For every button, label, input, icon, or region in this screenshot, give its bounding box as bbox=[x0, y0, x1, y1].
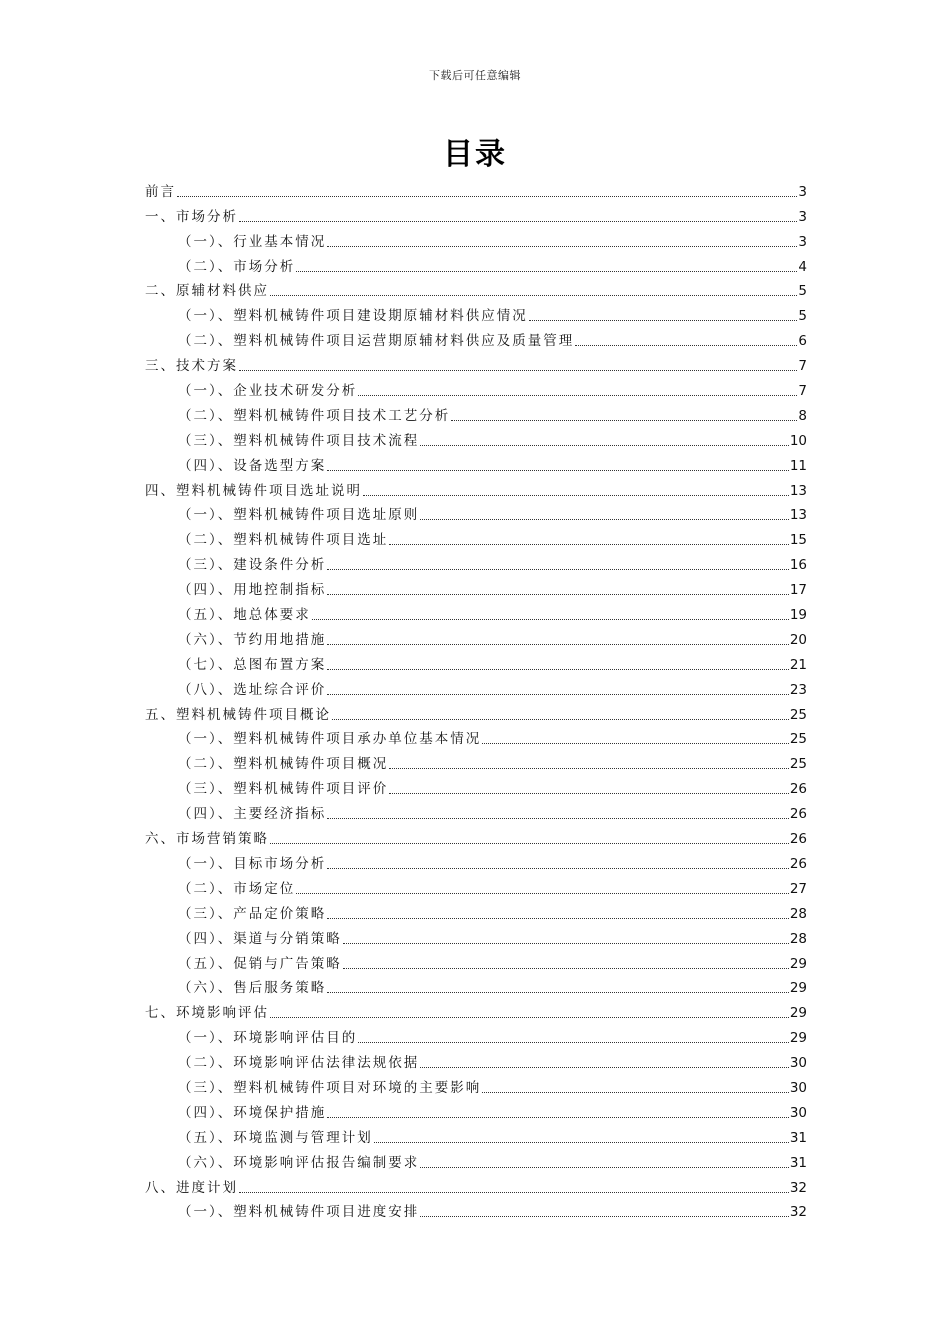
toc-entry-page: 26 bbox=[789, 831, 807, 848]
dot-leader bbox=[327, 668, 789, 670]
toc-entry[interactable] bbox=[145, 276, 807, 301]
dot-leader bbox=[374, 1141, 789, 1143]
toc-entry-page: 26 bbox=[789, 806, 807, 823]
toc-entry-page: 25 bbox=[789, 756, 807, 773]
dot-leader bbox=[239, 1191, 789, 1193]
toc-entry[interactable] bbox=[145, 226, 807, 251]
toc-entry[interactable] bbox=[145, 1047, 807, 1072]
dot-leader bbox=[575, 344, 797, 346]
toc-entry-label: （三）、建设条件分析 bbox=[178, 557, 327, 574]
toc-entry-page: 29 bbox=[789, 955, 807, 972]
toc-entry[interactable] bbox=[145, 898, 807, 923]
dot-leader bbox=[389, 767, 789, 769]
table-of-contents bbox=[145, 176, 807, 1221]
dot-leader bbox=[482, 1091, 789, 1093]
toc-entry-label: （二）、塑料机械铸件项目选址 bbox=[178, 532, 389, 549]
toc-entry[interactable] bbox=[145, 375, 807, 400]
toc-entry[interactable] bbox=[145, 748, 807, 773]
toc-entry[interactable] bbox=[145, 1147, 807, 1172]
dot-leader bbox=[420, 444, 789, 446]
toc-entry-label: （一）、行业基本情况 bbox=[178, 233, 327, 250]
dot-leader bbox=[358, 394, 797, 396]
toc-entry-label: （三）、塑料机械铸件项目评价 bbox=[178, 781, 389, 798]
toc-entry-page: 13 bbox=[789, 482, 807, 499]
toc-entry[interactable] bbox=[145, 848, 807, 873]
toc-entry-page: 30 bbox=[789, 1055, 807, 1072]
toc-entry-label: （五）、地总体要求 bbox=[178, 607, 311, 624]
toc-entry[interactable] bbox=[145, 724, 807, 749]
toc-entry-page: 3 bbox=[798, 183, 807, 200]
dot-leader bbox=[327, 568, 789, 570]
dot-leader bbox=[327, 469, 789, 471]
toc-entry[interactable] bbox=[145, 350, 807, 375]
toc-entry-label: （四）、用地控制指标 bbox=[178, 582, 327, 599]
toc-entry-label: （一）、环境影响评估目的 bbox=[178, 1030, 358, 1047]
toc-entry[interactable] bbox=[145, 798, 807, 823]
toc-entry-page: 31 bbox=[789, 1154, 807, 1171]
header-note: 下载后可任意编辑 bbox=[429, 69, 521, 82]
toc-entry[interactable] bbox=[145, 649, 807, 674]
toc-entry[interactable] bbox=[145, 251, 807, 276]
toc-entry-label: 七、环境影响评估 bbox=[145, 1005, 269, 1022]
toc-entry[interactable] bbox=[145, 549, 807, 574]
toc-entry-label: （三）、产品定价策略 bbox=[178, 905, 327, 922]
dot-leader bbox=[332, 718, 789, 720]
dot-leader bbox=[420, 1166, 789, 1168]
toc-entry-label: 前言 bbox=[145, 183, 176, 200]
toc-entry-page: 25 bbox=[789, 706, 807, 723]
toc-entry-label: （二）、塑料机械铸件项目概况 bbox=[178, 756, 389, 773]
toc-entry-label: （六）、售后服务策略 bbox=[178, 980, 327, 997]
dot-leader bbox=[389, 792, 789, 794]
toc-entry[interactable] bbox=[145, 574, 807, 599]
toc-entry-label: 六、市场营销策略 bbox=[145, 831, 269, 848]
toc-entry[interactable] bbox=[145, 1122, 807, 1147]
toc-entry-label: （六）、环境影响评估报告编制要求 bbox=[178, 1154, 420, 1171]
toc-entry[interactable] bbox=[145, 524, 807, 549]
toc-entry[interactable] bbox=[145, 823, 807, 848]
toc-entry-page: 7 bbox=[798, 383, 807, 400]
toc-entry-label: （五）、促销与广告策略 bbox=[178, 955, 342, 972]
toc-entry-page: 26 bbox=[789, 855, 807, 872]
dot-leader bbox=[343, 967, 789, 969]
toc-entry-page: 4 bbox=[798, 258, 807, 275]
dot-leader bbox=[270, 842, 789, 844]
dot-leader bbox=[327, 693, 789, 695]
toc-entry-label: （三）、塑料机械铸件项目技术流程 bbox=[178, 432, 420, 449]
dot-leader bbox=[239, 220, 797, 222]
dot-leader bbox=[327, 817, 789, 819]
toc-entry-label: 五、塑料机械铸件项目概论 bbox=[145, 706, 331, 723]
toc-entry[interactable] bbox=[145, 176, 807, 201]
toc-entry-page: 26 bbox=[789, 781, 807, 798]
toc-entry-page: 6 bbox=[798, 333, 807, 350]
toc-entry-label: （二）、市场定位 bbox=[178, 880, 296, 897]
toc-entry[interactable] bbox=[145, 699, 807, 724]
toc-entry[interactable] bbox=[145, 923, 807, 948]
toc-entry-label: （二）、环境影响评估法律法规依据 bbox=[178, 1055, 420, 1072]
toc-entry-page: 28 bbox=[789, 930, 807, 947]
toc-title: 目录 bbox=[443, 137, 507, 172]
toc-entry-page: 29 bbox=[789, 1005, 807, 1022]
dot-leader bbox=[327, 643, 789, 645]
toc-entry-label: （一）、塑料机械铸件项目进度安排 bbox=[178, 1204, 420, 1221]
toc-entry-label: 八、进度计划 bbox=[145, 1179, 238, 1196]
toc-entry-label: 四、塑料机械铸件项目选址说明 bbox=[145, 482, 362, 499]
toc-entry-label: （二）、塑料机械铸件项目运营期原辅材料供应及质量管理 bbox=[178, 333, 575, 350]
toc-entry-page: 5 bbox=[798, 283, 807, 300]
dot-leader bbox=[420, 518, 789, 520]
dot-leader bbox=[420, 1215, 789, 1217]
toc-entry-page: 21 bbox=[789, 656, 807, 673]
toc-entry[interactable] bbox=[145, 1197, 807, 1222]
dot-leader bbox=[420, 1066, 789, 1068]
dot-leader bbox=[239, 369, 797, 371]
toc-entry-page: 10 bbox=[789, 432, 807, 449]
toc-entry[interactable] bbox=[145, 500, 807, 525]
toc-entry-page: 19 bbox=[789, 607, 807, 624]
toc-entry-page: 8 bbox=[798, 407, 807, 424]
toc-entry[interactable] bbox=[145, 1022, 807, 1047]
toc-entry-page: 3 bbox=[798, 208, 807, 225]
toc-entry[interactable] bbox=[145, 773, 807, 798]
toc-entry-label: （四）、环境保护措施 bbox=[178, 1104, 327, 1121]
dot-leader bbox=[363, 494, 789, 496]
dot-leader bbox=[389, 543, 789, 545]
dot-leader bbox=[270, 1016, 789, 1018]
toc-entry[interactable] bbox=[145, 1172, 807, 1197]
toc-entry[interactable] bbox=[145, 873, 807, 898]
toc-entry-page: 11 bbox=[789, 457, 807, 474]
toc-entry-page: 29 bbox=[789, 1030, 807, 1047]
toc-entry[interactable] bbox=[145, 948, 807, 973]
toc-entry-label: （一）、目标市场分析 bbox=[178, 855, 327, 872]
toc-entry-label: （二）、塑料机械铸件项目技术工艺分析 bbox=[178, 407, 451, 424]
toc-entry-label: （五）、环境监测与管理计划 bbox=[178, 1129, 373, 1146]
dot-leader bbox=[177, 195, 797, 197]
toc-entry[interactable] bbox=[145, 624, 807, 649]
toc-entry-page: 15 bbox=[789, 532, 807, 549]
dot-leader bbox=[327, 867, 789, 869]
dot-leader bbox=[312, 618, 789, 620]
toc-entry-label: 三、技术方案 bbox=[145, 358, 238, 375]
toc-entry[interactable] bbox=[145, 1097, 807, 1122]
toc-entry-page: 32 bbox=[789, 1179, 807, 1196]
toc-entry-label: （二）、市场分析 bbox=[178, 258, 296, 275]
dot-leader bbox=[358, 1041, 789, 1043]
dot-leader bbox=[296, 270, 797, 272]
toc-entry-page: 30 bbox=[789, 1079, 807, 1096]
toc-entry[interactable] bbox=[145, 599, 807, 624]
toc-entry-label: （六）、节约用地措施 bbox=[178, 631, 327, 648]
dot-leader bbox=[529, 319, 798, 321]
toc-entry-label: （四）、渠道与分销策略 bbox=[178, 930, 342, 947]
dot-leader bbox=[327, 245, 797, 247]
dot-leader bbox=[327, 593, 789, 595]
toc-entry-page: 31 bbox=[789, 1129, 807, 1146]
toc-entry-page: 5 bbox=[798, 308, 807, 325]
toc-entry-label: （一）、企业技术研发分析 bbox=[178, 383, 358, 400]
toc-entry-page: 7 bbox=[798, 358, 807, 375]
dot-leader bbox=[270, 294, 797, 296]
toc-entry[interactable] bbox=[145, 674, 807, 699]
toc-entry-label: （一）、塑料机械铸件项目承办单位基本情况 bbox=[178, 731, 482, 748]
dot-leader bbox=[296, 892, 789, 894]
toc-entry-page: 3 bbox=[798, 233, 807, 250]
toc-entry[interactable] bbox=[145, 325, 807, 350]
toc-entry-page: 30 bbox=[789, 1104, 807, 1121]
toc-entry[interactable] bbox=[145, 973, 807, 998]
dot-leader bbox=[343, 942, 789, 944]
toc-entry-label: （一）、塑料机械铸件项目建设期原辅材料供应情况 bbox=[178, 308, 528, 325]
toc-entry-page: 27 bbox=[789, 880, 807, 897]
toc-entry-page: 17 bbox=[789, 582, 807, 599]
toc-entry[interactable] bbox=[145, 201, 807, 226]
toc-entry[interactable] bbox=[145, 475, 807, 500]
toc-entry[interactable] bbox=[145, 450, 807, 475]
toc-entry-label: （四）、主要经济指标 bbox=[178, 806, 327, 823]
dot-leader bbox=[327, 1116, 789, 1118]
toc-entry[interactable] bbox=[145, 425, 807, 450]
toc-entry-label: （八）、选址综合评价 bbox=[178, 681, 327, 698]
toc-entry-page: 23 bbox=[789, 681, 807, 698]
toc-entry[interactable] bbox=[145, 400, 807, 425]
dot-leader bbox=[482, 742, 789, 744]
dot-leader bbox=[327, 991, 789, 993]
toc-entry-page: 20 bbox=[789, 631, 807, 648]
toc-entry[interactable] bbox=[145, 997, 807, 1022]
toc-entry-page: 32 bbox=[789, 1204, 807, 1221]
toc-entry-label: 二、原辅材料供应 bbox=[145, 283, 269, 300]
toc-entry-page: 13 bbox=[789, 507, 807, 524]
toc-entry-page: 25 bbox=[789, 731, 807, 748]
toc-entry-label: （三）、塑料机械铸件项目对环境的主要影响 bbox=[178, 1079, 482, 1096]
dot-leader bbox=[327, 917, 789, 919]
toc-entry-label: （四）、设备选型方案 bbox=[178, 457, 327, 474]
toc-entry[interactable] bbox=[145, 300, 807, 325]
dot-leader bbox=[451, 419, 797, 421]
toc-entry-label: （七）、总图布置方案 bbox=[178, 656, 327, 673]
toc-entry-label: 一、市场分析 bbox=[145, 208, 238, 225]
toc-entry-page: 16 bbox=[789, 557, 807, 574]
toc-entry-page: 29 bbox=[789, 980, 807, 997]
toc-entry-page: 28 bbox=[789, 905, 807, 922]
toc-entry-label: （一）、塑料机械铸件项目选址原则 bbox=[178, 507, 420, 524]
toc-entry[interactable] bbox=[145, 1072, 807, 1097]
